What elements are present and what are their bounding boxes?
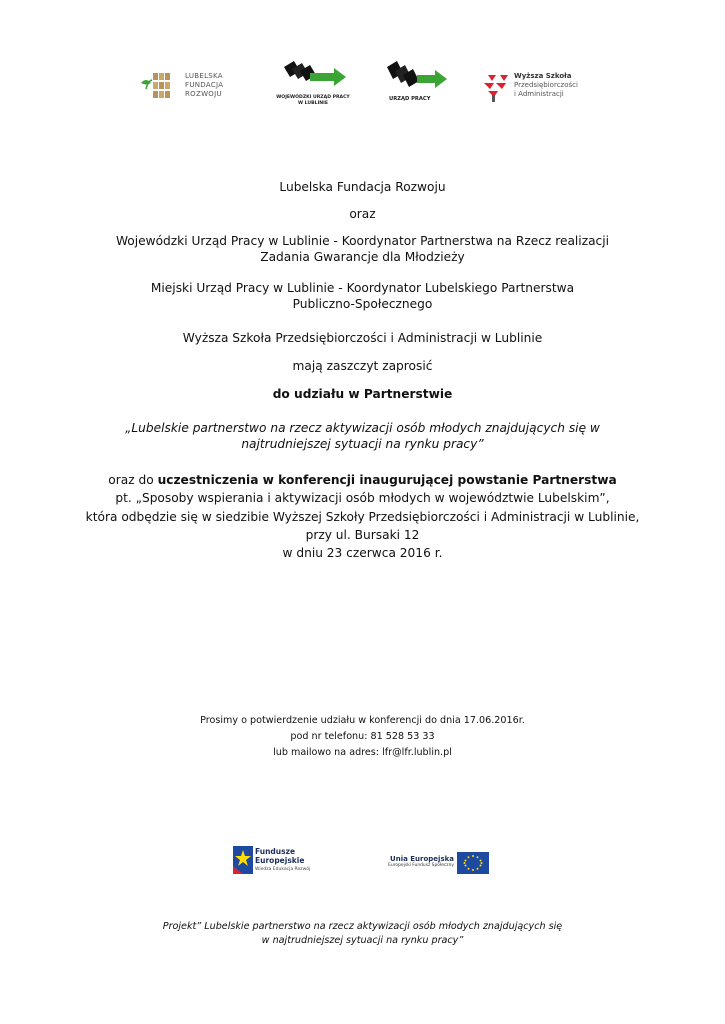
conference-line-2: pt. „Sposoby wspierania i aktywizacji osób młodych w województwie Lubelskim”, bbox=[115, 491, 610, 505]
wspia-logo-text: Przedsiębiorczości bbox=[514, 81, 578, 89]
lfr-logo-text: FUNDACJA bbox=[185, 81, 224, 89]
wup-logo-text: W LUBLINIE bbox=[298, 101, 328, 106]
wspia-logo-text: Wyższa Szkoła bbox=[514, 72, 572, 80]
rsvp-phone: pod nr telefonu: 81 528 53 33 bbox=[290, 731, 435, 742]
mup-logo-text: URZĄD PRACY bbox=[389, 96, 431, 102]
wup-emblem-icon bbox=[276, 59, 356, 93]
fe-logo-sub: Wiedza Edukacja Rozwój bbox=[255, 867, 311, 872]
footer-project-line-1: Projekt” Lubelskie partnerstwo na rzecz aktywizacji osób młodych znajdujących się bbox=[162, 921, 563, 932]
lfr-logo-text: LUBELSKA bbox=[185, 72, 223, 80]
ue-logo-title: Unia Europejska bbox=[390, 855, 454, 863]
ue-logo-sub: Europejski Fundusz Społeczny bbox=[388, 863, 454, 868]
fe-star-icon bbox=[233, 846, 253, 874]
conference-line-3: która odbędzie się w siedzibie Wyższej Szkoły Przedsiębiorczości i Administracji w Lublinie, bbox=[85, 510, 640, 524]
rsvp-email: lub mailowo na adres: lfr@lfr.lublin.pl bbox=[273, 747, 452, 758]
conference-bold: uczestniczenia w konferencji inaugurującej powstanie Partnerstwa bbox=[157, 473, 617, 487]
conference-line-1 bbox=[0, 472, 725, 488]
lfr-logo-text: ROZWOJU bbox=[185, 90, 222, 98]
wup-logo-text: WOJEWÓDZKI URZĄD PRACY bbox=[276, 95, 350, 100]
partnership-name-line-2: najtrudniejszej sytuacji na rynku pracy” bbox=[241, 437, 484, 451]
org-wup-line-1: Wojewódzki Urząd Pracy w Lublinie - Koordynator Partnerstwa na Rzecz realizacji bbox=[115, 234, 610, 248]
rsvp-line-1: Prosimy o potwierdzenie udziału w konferencji do dnia 17.06.2016r. bbox=[200, 715, 525, 726]
eu-flag-icon bbox=[457, 852, 489, 874]
fe-logo-text: Fundusze bbox=[255, 847, 296, 856]
org-wspia: Wyższa Szkoła Przedsiębiorczości i Administracji w Lublinie bbox=[182, 331, 543, 345]
org-wup-line-2: Zadania Gwarancje dla Młodzieży bbox=[260, 250, 465, 264]
ue-logo bbox=[382, 852, 492, 880]
fe-logo-text: Europejskie bbox=[255, 855, 305, 865]
org-lfr: Lubelska Fundacja Rozwoju bbox=[279, 180, 446, 194]
org-mup-line-1: Miejski Urząd Pracy w Lublinie - Koordynator Lubelskiego Partnerstwa bbox=[150, 281, 575, 295]
footer-project-line-2: w najtrudniejszej sytuacji na rynku pracy” bbox=[261, 935, 464, 946]
conference-address: przy ul. Bursaki 12 bbox=[305, 528, 420, 542]
wspia-emblem-icon bbox=[482, 71, 512, 103]
invite-text: mają zaszczyt zaprosić bbox=[292, 359, 433, 373]
lfr-emblem-icon bbox=[138, 71, 182, 103]
conjunction-oraz: oraz bbox=[349, 207, 376, 221]
header-logos bbox=[0, 55, 725, 115]
org-mup-line-2: Publiczno-Społecznego bbox=[292, 297, 433, 311]
conference-prefix: oraz do bbox=[108, 473, 158, 487]
fe-logo bbox=[233, 846, 343, 878]
mup-logo bbox=[383, 59, 453, 115]
mup-emblem-icon bbox=[383, 59, 453, 95]
wspia-logo bbox=[482, 71, 592, 111]
lfr-logo bbox=[138, 71, 238, 105]
wspia-logo-text: i Administracji bbox=[514, 90, 564, 98]
conference-date: w dniu 23 czerwca 2016 r. bbox=[282, 546, 443, 560]
partnership-name-line-1: „Lubelskie partnerstwo na rzecz aktywizacji osób młodych znajdujących się w bbox=[125, 421, 600, 435]
wup-logo bbox=[270, 59, 356, 115]
participation-heading: do udziału w Partnerstwie bbox=[272, 387, 453, 401]
